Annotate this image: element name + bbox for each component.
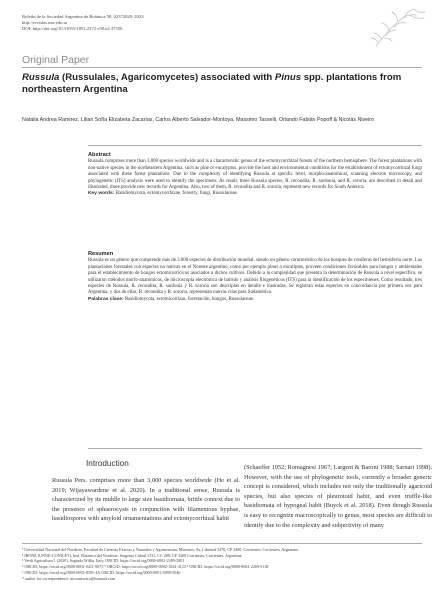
abstract-text: Russula comprises more than 3,000 species worldwide and is a characteristic genus of the ectomycorrhizal forests of the northern hemisphere. The forest plantations with non-native species in the northeastern Argentina, such as pine or eucalyptus, provide the host and environmental conditions for the establishment of ectomycorrhizal fungi associated with these forest plantations. Due to the complexity of identifying Russula at specific level, morpho-anatomical, scanning electron microscopy, and phylogenetic (ITS) analysis were used to identify the specimens. As result, three Russula species, R. recondita, R. sardonia, and R. sororia, are described in detail and illustrated, three provide new records for Argentina. Also, two of them, R. recondita and R. sororia, represent new records for South America. (88, 159, 422, 191)
resumen-heading: Resumen (88, 251, 114, 257)
intro-left-column: Russula Pers. comprises more than 3,000 species worldwide (He et al. 2019; Wijayawardene et al. 2020). In a traditional sense, Russula is characterized by its middle to large size basidiomata, brittle context due to the presence of sphaerocysts in conjunction with filamentous hyphae, basidiospores with amyloid ornamentations and ectomycorrhizal habit (52, 477, 240, 523)
section-label: Original Paper (22, 54, 90, 66)
author: Natalia Andrea Ramirez (22, 117, 78, 123)
author: Massimo Tasselli (236, 117, 277, 123)
title-end: spp. plantations from northeastern Argentina (22, 72, 402, 95)
journal-header (22, 14, 262, 33)
divider (22, 67, 422, 68)
author-list: Natalia Andrea Ramirez, Lilian Sofía Elizabeta Zacarías, Carlos Alberto Salvador-Montoya, Massimo Tasselli, Orlando Fabián Popoff & Nicolás Niveiro (22, 117, 374, 123)
footnote: ¹ Universidad Nacional del Nordeste, Facultad de Ciencias Exactas y Naturales y Agrimensura, Misiones, Av. Libertad 5470, CP 3400, Corrientes, Corrientes, Argentina. (22, 547, 299, 552)
author: Carlos Alberto Salvador-Montoya (155, 117, 234, 123)
keywords-text: Basidiomycota, ectomycorrhizae, forestry, fungi, Russulaceae. (115, 191, 238, 197)
footnote: * author for correspondence: nicoaniveiro@hotmail.com (22, 575, 116, 581)
title-middle: (Russulales, Agaricomycetes) associated with (59, 72, 275, 83)
abstract-heading: Abstract (88, 152, 111, 158)
article-doi[interactable]: DOI: http://doi.org/10.31055/1851.2372.v58.n2.37550 (22, 26, 123, 32)
journal-url[interactable]: http://revistas.unc.edu.ar (22, 20, 68, 26)
resumen-text: Russula es un género que comprende más de 3.000 especies de distribución mundial, siendo un género característico de los bosques de coníferas del hemisferio norte. Las plantaciones forestales con especies no nativas en el Noreste argentino, como por ejemplo pinos o eucaliptus, proveen condiciones favorables para hongos y ambientales para el establecimiento de hongos ectomicorrícicos asociados a dichos cultivos. Debido a la complejidad que presenta la determinación de Russula a nivel específico, se utilizaron métodos morfo-anatómicos, de microscopía electrónica de barrido y análisis filogenéticos (ITS) para la identificación de los especímenes. Como resultado, tres especies de Russula, R. recondita, R. sardonia y R. sororia son descriptas en detalle e ilustradas. Se registran estas especies en concordancia por primera vez para Argentina, y dos de ellas, R. recondita y R. sororia, representan nuevas citas para Sudamérica. (88, 258, 422, 296)
abstract-block (88, 152, 422, 198)
keywords-label: Key words: (88, 191, 115, 197)
palabras-clave-text: Basidiomycota, ectomicorrizas, forestación, hongos, Russulaceae. (124, 296, 255, 302)
footnote: ⁷ ORCID: https://orcid.org/0000-0002-8391-4X ORCID: https://orcid.org/0000-0001-5099-5046 (22, 569, 181, 575)
divider (88, 145, 422, 146)
resumen-block (88, 251, 422, 303)
title-genus-pinus: Pinus (274, 72, 302, 83)
divider (88, 448, 422, 449)
article-title (22, 72, 427, 96)
footnote: ² IBONE (UNNE-CONICET), Inst. Botánica del Nordeste, Sargento Cabral 2131, CC 209, CP 3400 Corrientes, Corrientes, Argentina. (22, 552, 243, 558)
journal-citation: Boletín de la Sociedad Argentina de Botánica 58, 02372020. 2023 (22, 14, 144, 19)
journal-logo-plant-icon (370, 6, 428, 50)
footnote: ⁴ ORCID: https://orcid.org/0000-0002-0411-9075 ⁵ ORCID: https://orcid.org/0000-0002-1024-3123 ⁶ ORCID: https://orcid.org/0000-0002-2269-5138 (22, 564, 269, 570)
introduction-heading: Introduction (86, 459, 129, 468)
author: Nicolás Niveiro (338, 117, 374, 123)
author: Orlando Fabián Popoff (278, 117, 333, 123)
footnotes (22, 547, 427, 581)
abstract-keywords (88, 191, 422, 197)
intro-right-column: (Schaeffer 1952; Romagnesi 1967; Largent & Baroni 1988; Sarnari 1998). However, with the use of phylogenetic tools, currently a broader generic concept is considered, which includes not only the traditionally agaricoid species, but also species of pleurotoid habit, and even truffle-like basidiomata of hypogeal habit (Buyck et al. 2018). Even though Russula is easy to recognize macroscopically to genus, most species are difficult to identify due to the complexity and subjectivity of many (244, 464, 432, 529)
title-genus-russula: Russula (22, 72, 60, 83)
footnote: ³ Verdi Agricultura 1 (2020), Sagrada Willia, Italy. ORCID: https://orcid.org/0000-0002-2389-5801 (22, 558, 185, 564)
palabras-clave-label: Palabras clave: (88, 296, 124, 302)
footnote-divider (22, 543, 422, 544)
resumen-keywords (88, 297, 422, 303)
author: Lilian Sofía Elizabeta Zacarías (80, 117, 153, 123)
